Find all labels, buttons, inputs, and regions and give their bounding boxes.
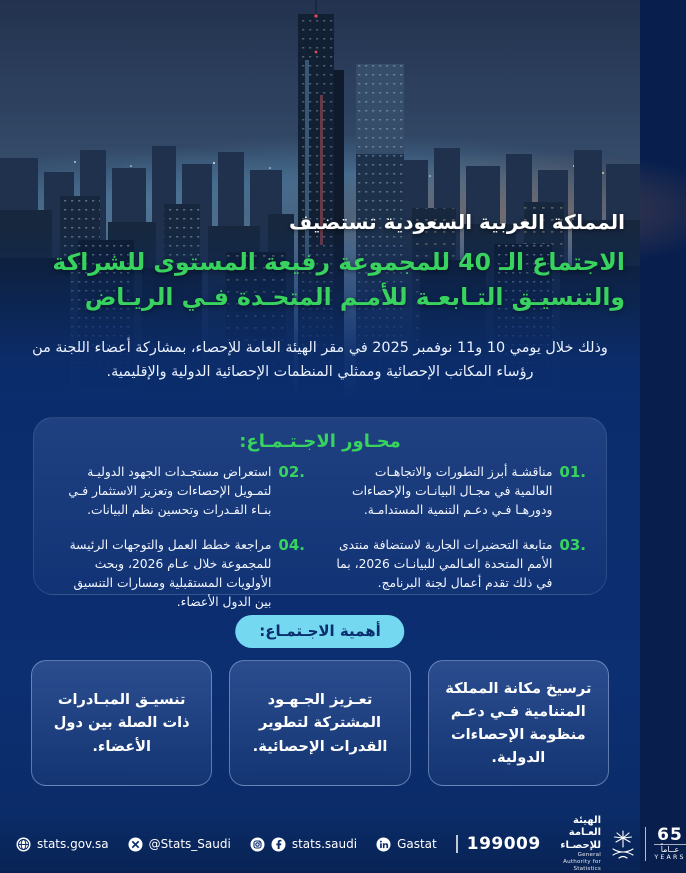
- website-label: stats.gov.sa: [37, 837, 109, 851]
- theme-number: 01.: [559, 463, 586, 482]
- anniversary-badge: [654, 827, 685, 862]
- instagram-icon: [250, 837, 265, 852]
- theme-number: 03.: [559, 536, 586, 555]
- importance-card: ترسيخ مكانة المملكة المتنامية فـي دعـم منظومة الإحصاءات الدولية.: [428, 660, 609, 786]
- theme-text: مراجعة خطط العمل والتوجهات الرئيسة للمجموعة خلال عـام 2026، وبحث الأولويات المستقبلية ومسارات التنسيق بين الدول الأعضاء.: [54, 536, 271, 612]
- importance-card: تنسيـق المبـادرات ذات الصلة بين دول الأعضاء.: [31, 660, 212, 786]
- importance-heading-badge: أهمية الاجـتمـاع:: [235, 615, 404, 648]
- globe-icon: [16, 837, 31, 852]
- anniversary-arabic: عــاماً: [654, 844, 685, 854]
- linkedin-link[interactable]: [376, 837, 437, 852]
- divider: [456, 835, 458, 853]
- footer: [0, 817, 640, 871]
- themes-panel: [33, 417, 607, 595]
- instagram-facebook-link[interactable]: [250, 837, 357, 852]
- theme-item-02: [54, 463, 305, 520]
- x-handle-label: @Stats_Saudi: [149, 837, 231, 851]
- importance-card: تعـزيز الجـهـود المشتركة لتطوير القدرات الإحصائية.: [229, 660, 410, 786]
- theme-number: 02.: [278, 463, 305, 482]
- page-title: [15, 245, 625, 316]
- gastat-logo-text: [560, 815, 601, 873]
- theme-item-03: [335, 536, 586, 612]
- linkedin-icon: [376, 837, 391, 852]
- x-link[interactable]: [128, 837, 231, 852]
- importance-cards: [31, 660, 609, 786]
- saudi-palm-emblem-icon: [610, 828, 636, 860]
- theme-text: مناقشـة أبرز التطورات والاتجاهـات العالمية في مجـال البيانـات والإحصاءات ودورهـا فـي دعـم التنمية المستدامـة.: [335, 463, 552, 520]
- title-line-2: والتنسيـق التـابعـة للأمـم المتحـدة فـي الريـاض: [15, 280, 625, 315]
- phone-block: [456, 834, 541, 854]
- title-line-1: الاجتماع الـ 40 للمجموعة رفيعة المستوى للشراكة: [15, 245, 625, 280]
- linkedin-label: Gastat: [397, 837, 437, 851]
- phone-number: 199009: [467, 834, 541, 854]
- kicker-title: المملكة العربية السعودية تستضيف: [15, 210, 625, 234]
- intro-paragraph: وذلك خلال يومي 10 و11 نوفمبر 2025 في مقر الهيئة العامة للإحصاء، بمشاركة أعضاء اللجنة من رؤساء المكاتب الإحصائية وممثلي المنظمات الإحصائية الدولية والإقليمية.: [12, 336, 628, 384]
- anniversary-number: 65: [654, 827, 685, 845]
- gastat-name-english: General Authority for Statistics: [560, 852, 601, 873]
- theme-number: 04.: [278, 536, 305, 555]
- themes-grid: [34, 463, 606, 612]
- x-icon: [128, 837, 143, 852]
- theme-text: متابعة التحضيرات الجارية لاستضافة منتدى الأمم المتحدة العـالمي للبيانـات 2026، بما في ذلك تقدم أعمال لجنة البرنامج.: [335, 536, 552, 593]
- theme-item-01: [335, 463, 586, 520]
- facebook-icon: [271, 837, 286, 852]
- gastat-logo: [560, 815, 686, 873]
- theme-item-04: [54, 536, 305, 612]
- social-handle-label: stats.saudi: [292, 837, 357, 851]
- themes-heading: محـاور الاجـتـمـاع:: [34, 418, 606, 452]
- theme-text: استعراض مستجـدات الجهود الدوليـة لتمـويل الإحصاءات وتعزيز الاستثمار فـي بنـاء القـدرات وتحسين نظم البيانات.: [54, 463, 271, 520]
- gastat-name-arabic: الهيئة العـامة للإحصـاء: [560, 815, 601, 853]
- anniversary-english: YEARS: [654, 855, 685, 862]
- website-link[interactable]: [16, 837, 109, 852]
